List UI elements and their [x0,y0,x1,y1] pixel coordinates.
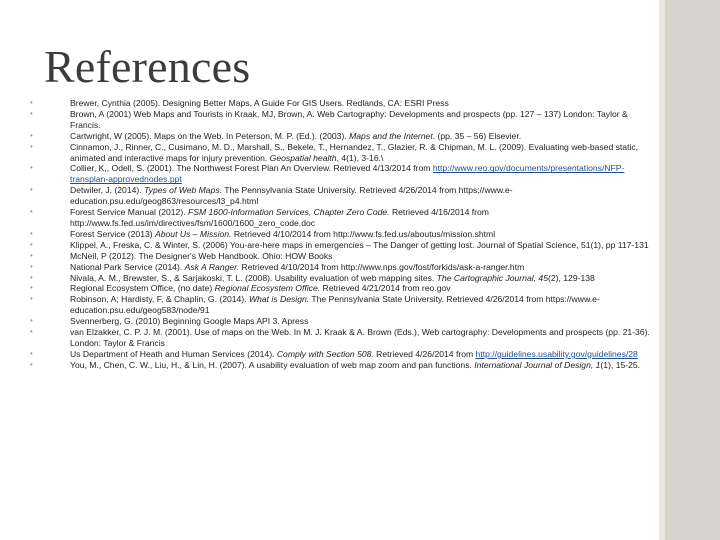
reference-text: Cinnamon, J., Rinner, C., Cusimano, M. D., Marshall, S., Bekele, T., Hernandez, T., Glazier, R. & Chipman, M. L. (2009). Evaluating web-based static, animated and interactive maps for injury prevention. [70,141,639,163]
reference-italic-text: Geospatial health [269,152,337,163]
reference-text: Klippel, A., Freska, C. & Winter, S. (2006) You-are-here maps in emergencies – The Danger of getting lost. Journal of Spatial Science, 51(1), pp 117-131 [70,239,649,250]
reference-item [30,283,652,294]
reference-text: You, M., Chen, C. W., Liu, H., & Lin, H. (2007). A usability evaluation of web map zoom and pan functions. [70,359,475,370]
reference-list [30,98,652,371]
reference-text: Retrieved 4/10/2014 from http://www.fs.fed.us/aboutus/mission.shtml [231,228,496,239]
reference-item [30,207,652,229]
reference-text: (2), 129-138 [547,272,595,283]
reference-text: Robinson, A; Hardisty, F, & Chaplin, G. (2014). [70,294,249,305]
reference-text: McNeil, P (2012). The Designer's Web Handbook. Ohio: HOW Books [70,250,333,261]
reference-text: Cartwright, W (2005). Maps on the Web. In Peterson, M. P. (Ed.). (2003). [70,130,350,141]
reference-link[interactable]: http://guidelines.usability.gov/guidelines/28 [475,348,638,359]
reference-text: Forest Service Manual (2012). [70,207,188,218]
reference-italic-text: Regional Ecosystem Office. [214,283,321,294]
side-decor-panel [665,0,720,540]
reference-text: Retrieved 4/16/2014 from http://www.fs.fed.us/im/directives/fsm/1600/1600_zero_code.doc [70,207,489,228]
reference-text: Detwiler, J. (2014). [70,185,145,196]
reference-item [30,98,652,109]
reference-item [30,327,652,349]
reference-item [30,360,652,371]
reference-text: Brewer, Cynthia (2005). Designing Better Maps, A Guide For GIS Users. Redlands, CA: ESRI Press [70,98,449,108]
reference-text: . (pp. 35 – 56) Elsevier. [432,130,522,141]
reference-italic-text: What is Design. [248,294,310,305]
reference-item [30,142,652,164]
reference-italic-text: FSM 1600-Information Services, Chapter Zero Code. [187,207,390,218]
slide-title: References [44,41,251,92]
reference-link[interactable]: http://www.reo.gov/documents/presentations/NFP-transplan-approvednodes.ppt [70,163,625,185]
reference-text: Brown, A (2001) Web Maps and Tourists in Kraak, MJ, Brown, A. Web Cartography: Developments and prospects (pp. 127 – 137) London: Taylor & Francis. [70,108,628,130]
reference-text: (1), 15-25. [600,359,641,370]
reference-item [30,294,652,316]
reference-italic-text: Maps and the Internet [349,130,433,141]
reference-item [30,349,652,360]
reference-item [30,185,652,207]
reference-text: , 4(1), 3-16.\ [336,152,384,163]
reference-item [30,273,652,284]
reference-text: Regional Ecosystem Office, (no date) [70,283,215,294]
reference-italic-text: About Us – Mission. [155,228,232,239]
reference-text: The Pennsylvania State University. Retrieved 4/26/2014 from https://www.e-education.psu.edu/geog583/node/91 [70,294,600,316]
reference-italic-text: Comply with Section 508. [276,348,374,359]
reference-item [30,229,652,240]
reference-italic-text: International Journal of Design, 1 [474,359,601,370]
reference-text: Us Department of Heath and Human Services (2014). [70,348,277,359]
reference-text: The Pennsylvania State University. Retrieved 4/26/2014 from https://www.e-education.psu.edu/geog863/resources/l3_p4.html [70,185,513,207]
reference-italic-text: Ask A Ranger. [184,261,240,272]
reference-item [30,262,652,273]
reference-text: Retrieved 4/21/2014 from reo.gov [320,283,451,294]
reference-text: Forest Service (2013) [70,228,156,239]
reference-text: Nivala, A. M., Brewster, S., & Sarjakoski, T. L. (2008). Usability evaluation of web mapping sites. [70,272,437,283]
reference-italic-text: Types of Web Maps. [144,185,223,196]
reference-item [30,251,652,262]
reference-text: van Elzakker, C. P. J. M. (2001). Use of maps on the Web. In M. J. Kraak & A. Brown (Eds.), Web cartography: Developments and prospects (pp. 21-36). London: Taylor & Francis [70,327,650,348]
reference-text: Collier, K,, Odell, S. (2001). The Northwest Forest Plan An Overview. Retrieved 4/13/2014 from [70,163,433,174]
reference-item [30,163,652,185]
reference-item [30,109,652,131]
reference-text: National Park Service (2014). [70,261,185,272]
reference-italic-text: The Cartographic Journal, 45 [436,272,548,283]
reference-item [30,240,652,251]
reference-text: Retrieved 4/26/2014 from [373,348,476,359]
reference-text: Svennerberg, G. (2010) Beginning Google Maps API 3. Apress [70,316,309,327]
reference-text: Retrieved 4/10/2014 from http://www.nps.gov/fost/forkids/ask-a-ranger.htm [239,261,525,272]
reference-item [30,131,652,142]
reference-item [30,316,652,327]
